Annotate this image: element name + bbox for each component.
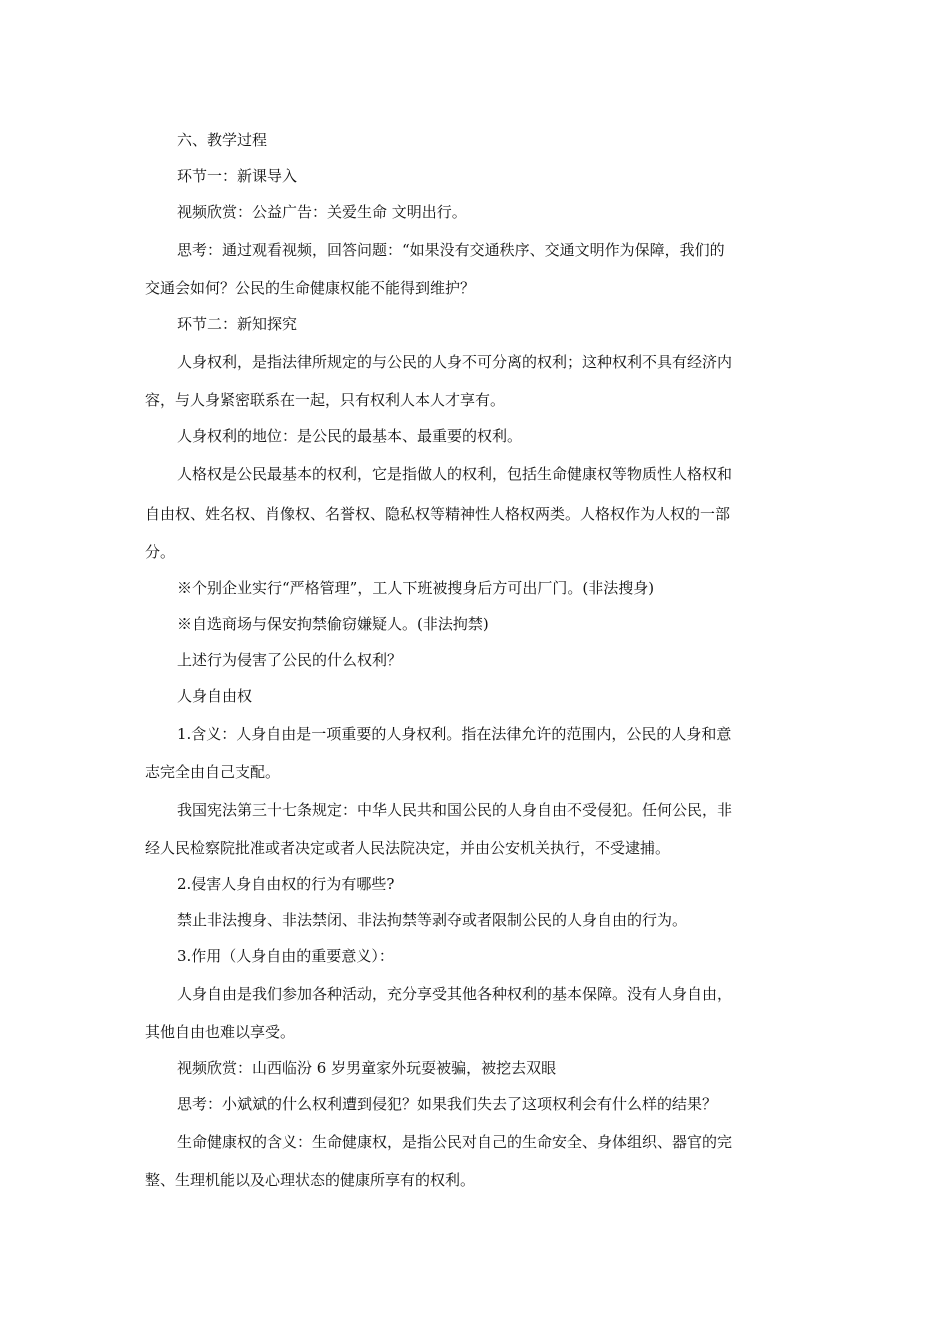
paragraph: 视频欣赏：公益广告：关爱生命 文明出行。 xyxy=(177,203,467,221)
question: 上述行为侵害了公民的什么权利？ xyxy=(177,651,403,669)
question: 思考：小斌斌的什么权利遭到侵犯？如果我们失去了这项权利会有什么样的结果？ xyxy=(177,1095,718,1113)
paragraph: 视频欣赏：山西临汾 6 岁男童家外玩耍被骗，被挖去双眼 xyxy=(177,1059,557,1077)
paragraph: 人身权利的地位：是公民的最基本、最重要的权利。 xyxy=(177,427,523,445)
example-item: ※自选商场与保安拘禁偷窃嫌疑人。(非法拘禁) xyxy=(177,615,489,633)
paragraph-continuation: 其他自由也难以享受。 xyxy=(145,1023,296,1041)
paragraph-continuation: 容，与人身紧密联系在一起，只有权利人本人才享有。 xyxy=(145,391,506,409)
numbered-paragraph: 3.作用（人身自由的重要意义）： xyxy=(177,947,394,965)
paragraph: 生命健康权的含义：生命健康权，是指公民对自己的生命安全、身体组织、器官的完 xyxy=(177,1133,733,1151)
document-body xyxy=(145,122,805,1198)
paragraph: 人格权是公民最基本的权利，它是指做人的权利，包括生命健康权等物质性人格权和 xyxy=(177,465,733,483)
subheading: 人身自由权 xyxy=(177,687,253,705)
paragraph-continuation: 自由权、姓名权、肖像权、名誉权、隐私权等精神性人格权两类。人格权作为人权的一部 xyxy=(145,505,731,523)
numbered-paragraph: 2.侵害人身自由权的行为有哪些? xyxy=(177,875,395,893)
section-heading: 六、教学过程 xyxy=(177,131,268,149)
paragraph: 人身权利，是指法律所规定的与公民的人身不可分离的权利；这种权利不具有经济内 xyxy=(177,353,733,371)
paragraph: 人身自由是我们参加各种活动，充分享受其他各种权利的基本保障。没有人身自由， xyxy=(177,985,733,1003)
paragraph: 我国宪法第三十七条规定：中华人民共和国公民的人身自由不受侵犯。任何公民，非 xyxy=(177,801,733,819)
paragraph-continuation: 志完全由自己支配。 xyxy=(145,763,281,781)
paragraph-continuation: 交通会如何？公民的生命健康权能不能得到维护？ xyxy=(145,279,476,297)
numbered-paragraph: 1.含义：人身自由是一项重要的人身权利。指在法律允许的范围内，公民的人身和意 xyxy=(177,725,732,743)
example-item: ※个别企业实行“严格管理”，工人下班被搜身后方可出厂门。(非法搜身) xyxy=(177,579,655,597)
paragraph: 思考：通过观看视频，回答问题：“如果没有交通秩序、交通文明作为保障，我们的 xyxy=(177,241,725,259)
paragraph-continuation: 分。 xyxy=(145,543,176,561)
paragraph: 禁止非法搜身、非法禁闭、非法拘禁等剥夺或者限制公民的人身自由的行为。 xyxy=(177,911,688,929)
step-heading: 环节一：新课导入 xyxy=(177,167,298,185)
paragraph-continuation: 整、生理机能以及心理状态的健康所享有的权利。 xyxy=(145,1171,476,1189)
step-heading: 环节二：新知探究 xyxy=(177,315,298,333)
paragraph-continuation: 经人民检察院批准或者决定或者人民法院决定，并由公安机关执行，不受逮捕。 xyxy=(145,839,671,857)
